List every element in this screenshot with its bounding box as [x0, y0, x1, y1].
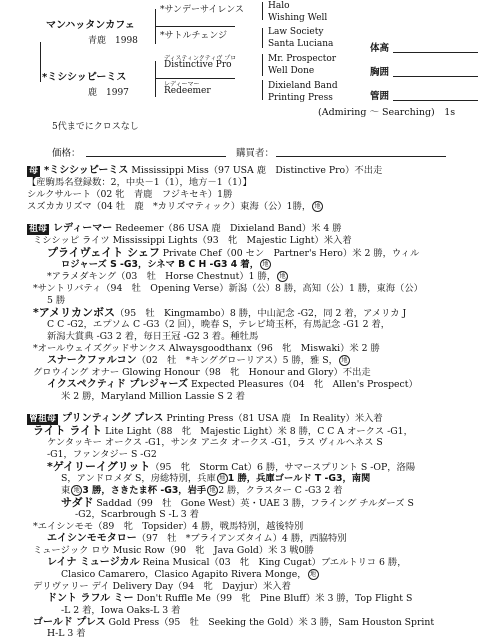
g2-entry-6: 5 勝 [47, 295, 66, 306]
g2-entry-7-desc: （95 牡 Kingmambo）8 勝，中山記念 -G2，同 2 着，アメリカ J [114, 308, 407, 319]
cross-note: 5代までにクロスなし [52, 122, 139, 132]
g3-entry-1-desc: Lite Light（88 牝 Majestic Light）米 8 勝，C C A オークス -G1， [102, 426, 413, 437]
pedigree-line [40, 42, 41, 82]
g3-entry-2: ケンタッキー オークス -G1，サンタ アニタ オークス -G1，ラス ヴィルヘネス S [47, 437, 383, 448]
g3-entry-8: -G2，Scarbrough S -L 3 着 [75, 509, 199, 520]
local-mark-icon: 地 [308, 569, 319, 580]
g3-entry-6-pre: 東 [61, 485, 71, 496]
g2-entry-7-name: *アメリカンボス [33, 306, 115, 319]
pedigree-line [262, 28, 263, 48]
girth-label: 胸囲 [370, 67, 390, 78]
g2-entry-4-text: *アラメダキング（03 牡 Horse Chestnut）1 勝， [47, 271, 277, 282]
sire-info: 青鹿 1998 [88, 36, 138, 46]
pedigree-line [262, 2, 263, 20]
g2-entry-14: 米 2 勝，Maryland Million Lassie S 2 着 [61, 391, 246, 402]
local-mark-icon: 地 [277, 271, 288, 282]
dam-sire-kana: ディスティンクティヴ プロ [164, 55, 237, 62]
g3-entry-5-bold: 1 勝，兵庫ゴールド T -G3，南関 [227, 473, 371, 484]
height-label: 体高 [370, 43, 390, 54]
g3-entry-16: -L 2 着，Iowa Oaks-L 3 着 [61, 605, 181, 616]
g3-entry-3: -G1，ファンタジー S -G2 [47, 449, 157, 460]
dam-registration: 【産駒馬名登録数：2，中央－1（1），地方－1（1）】 [27, 177, 252, 188]
dam-name: *ミシシッピーミス [42, 72, 127, 83]
dam-dam: Redeemer [164, 86, 211, 96]
g3-entry-7-desc: Saddad（99 牡 Gone West）英・UAE 3 勝，フライング チルダーズ S [93, 498, 414, 509]
g2-entry-3-text: ロジャーズ S -G3，シネマ B C H -G3 4 着， [61, 259, 259, 270]
g3-entry-12-name: レイナ ミュージカル [47, 557, 140, 568]
g2-entry-13-desc: Expected Pleasures（04 牝 Allen's Prospect） [188, 379, 418, 390]
dam-desc: Mississippi Miss（97 USA 鹿 Distinctive Pro）不出走 [131, 165, 383, 176]
dam-progeny-1: シルクサルート（02 牝 青鹿 フジキセキ）1勝 [27, 189, 233, 200]
g3-entry-5 [61, 473, 497, 485]
g3-entry-13-text: Clasico Camarero，Clasico Agapito Rivera Monge， [61, 569, 307, 580]
girth-field-line [393, 76, 478, 77]
g4-7: Dixieland Band [268, 81, 338, 91]
inbreeding-note: (Admiring ～ Searching) 1s [318, 107, 456, 118]
dam-name-bold: *ミシシッピーミス [44, 165, 129, 176]
buyer-label: 購買者： [236, 148, 275, 159]
g2-entry-3 [61, 259, 497, 271]
g2-entry-9: 新潟大賞典 -G3 2 着，毎日王冠 -G2 3 着。種牡馬 [47, 331, 259, 342]
dam-tag: 母 [29, 166, 39, 176]
g2-entry-5: *サントリバティ（94 牡 Opening Verse）新潟（公）8 勝，高知（公）1 勝，東海（公） [33, 283, 423, 294]
g3-entry-17-name: ゴールド プレス [33, 617, 106, 628]
g4-4: Santa Luciana [268, 39, 334, 49]
g2-entry-1: ミシシッピ ライツ Mississippi Lights（93 牝 Majestic Light）米入着 [33, 235, 352, 246]
g2-entry-4 [47, 271, 497, 283]
g3-entry-10-name: エイシンモモタロー [47, 533, 137, 544]
pedigree-line [262, 80, 263, 100]
g3-entry-9: *エイシンモモ（89 牝 Topsider）4 勝，戦馬特別，越後特別 [33, 521, 304, 532]
great-granddam-desc: Printing Press（81 USA 鹿 In Reality）米入着 [166, 413, 383, 424]
g3-entry-11: ミュージック ロウ Music Row（90 牝 Java Gold）米 3 戦0勝 [33, 545, 314, 556]
cannon-label: 管囲 [370, 91, 390, 102]
g3-entry-6-post: 2 勝，クラスター C -G3 2 着 [218, 485, 343, 496]
granddam-line [27, 223, 497, 235]
g3-entry-12-desc: Reina Musical（03 牝 King Cugat）ブエルトリコ 6 勝， [139, 557, 407, 568]
sire-name: マンハッタンカフェ [46, 20, 135, 31]
price-field-line [86, 156, 226, 157]
sire-sire: *サンデーサイレンス [160, 5, 244, 15]
g3-entry-12 [47, 557, 497, 569]
local-mark-icon: 地 [71, 485, 82, 496]
g4-8: Printing Press [268, 93, 333, 103]
g3-entry-13 [61, 569, 497, 581]
g4-2: Wishing Well [268, 13, 328, 23]
g3-entry-1-name: ライト ライト [33, 424, 103, 437]
pedigree-line [262, 54, 263, 76]
g2-entry-12: グロウイング オナー Glowing Honour（98 牝 Honour and Glory）不出走 [33, 367, 371, 378]
g2-entry-8: C C -G2，エプソム C -G3（2 回），晩春 S，テレビ埼玉杯，有馬記念 -G1 2 着， [47, 319, 391, 330]
pedigree-line [155, 61, 156, 97]
g2-entry-11-name: スナークファルコン [47, 355, 137, 366]
g3-entry-10 [47, 533, 497, 545]
g3-entry-6-bold: 3 勝，さきたま杯 -G3，岩手 [82, 485, 207, 496]
dam-sire: Distinctive Pro [164, 60, 232, 70]
dam-progeny-2-text: スズカカリズマ（04 牡 鹿 *カリズマティック）東海（公）1勝， [27, 201, 312, 212]
great-granddam-name: プリンティング プレス [62, 413, 164, 424]
cannon-field-line [393, 100, 478, 101]
g3-entry-4-desc: （95 牝 Storm Cat）6 勝，サマースプリント S -OP，洛陽 [150, 462, 416, 473]
g3-entry-14: デリヴァリー デイ Delivery Day（94 牝 Dayjur）米入着 [33, 581, 291, 592]
height-field-line [393, 52, 478, 53]
granddam-name: レディーマー [53, 223, 113, 234]
g2-entry-2-desc: Private Chef（00 セン Partner's Hero）米 2 勝，ウィル [159, 248, 420, 259]
dam-progeny-2 [27, 201, 497, 213]
g2-entry-11 [47, 355, 497, 367]
pedigree-line [155, 26, 235, 27]
g3-entry-18: H-L 3 着 [47, 628, 86, 639]
granddam-desc: Redeemer（86 USA 鹿 Dixieland Band）米 4 勝 [115, 223, 342, 234]
sire-dam: *サトルチェンジ [160, 31, 228, 41]
g4-6: Well Done [268, 66, 315, 76]
price-label: 価格： [52, 148, 81, 159]
g4-1: Halo [268, 1, 290, 11]
buyer-field-line [276, 156, 446, 157]
local-mark-icon: 地 [207, 485, 218, 496]
g3-entry-7-name: サダド [61, 496, 94, 509]
great-granddam-tag: 曾祖母 [29, 414, 57, 424]
g4-5: Mr. Prospector [268, 54, 337, 64]
g2-entry-10: *オールウェイズグッドサンクス Alwaysgoodthanx（96 牝 Miswaki）米 2 勝 [33, 343, 380, 354]
dam-dam-kana: レディーマー [164, 81, 200, 88]
g4-3: Law Society [268, 27, 324, 37]
g3-entry-10-desc: （97 牡 *ブライアンズタイム）4 勝，西脇特別 [136, 533, 347, 544]
g3-entry-15-name: ドント ラフル ミー [47, 593, 134, 604]
g3-entry-6 [61, 485, 497, 497]
g3-entry-15 [47, 593, 497, 605]
g2-entry-13-name: イクスペクティド プレジャーズ [47, 379, 189, 390]
local-mark-icon: 地 [260, 259, 271, 270]
g2-entry-2-name: プライヴェイト シェフ [47, 246, 160, 259]
g3-entry-5-text: S，アンドロメダ S，房総特別，兵庫 [61, 473, 216, 484]
g2-entry-13 [47, 379, 497, 391]
local-mark-icon: 地 [217, 473, 228, 484]
g3-entry-4-name: *ゲイリーイグリット [47, 460, 151, 473]
granddam-tag: 祖母 [29, 224, 48, 234]
local-mark-icon: 地 [312, 201, 323, 212]
local-mark-icon: 地 [339, 355, 350, 366]
dam-line [27, 165, 497, 177]
dam-info: 鹿 1997 [88, 88, 129, 98]
g2-entry-11-desc: （02 牡 *キンググローリアス）5 勝，雅 S， [136, 355, 338, 366]
g3-entry-17-desc: Gold Press（95 牡 Seeking the Gold）米 3 勝，Sam Houston Sprint [105, 617, 435, 628]
g3-entry-15-desc: Don't Ruffle Me（99 牝 Pine Bluff）米 3 勝，Top Flight S [133, 593, 413, 604]
